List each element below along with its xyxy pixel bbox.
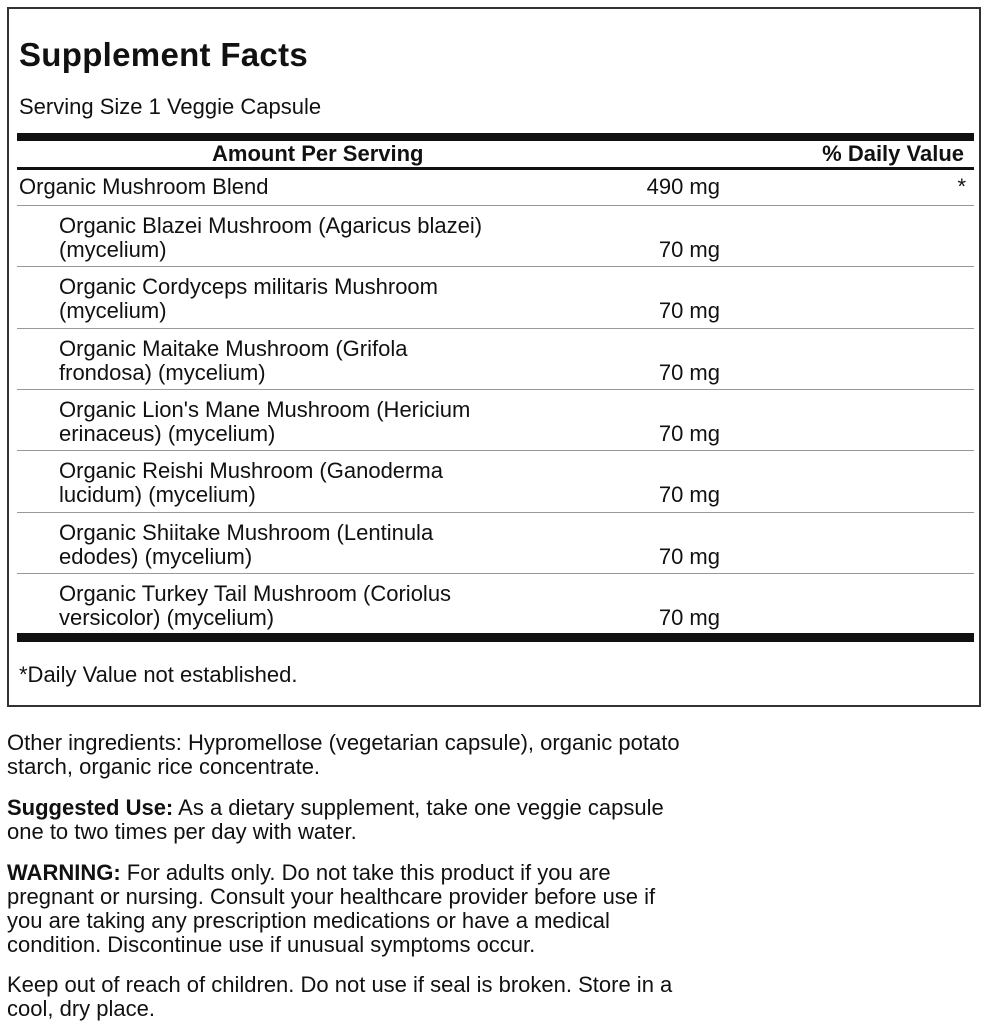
ingredient-amount: 70 mg bbox=[658, 420, 720, 446]
ingredient-name bbox=[59, 214, 482, 262]
ingredient-name bbox=[59, 398, 470, 446]
name-line: Organic Turkey Tail Mushroom (Coriolus bbox=[59, 580, 452, 606]
warning-label: WARNING: bbox=[7, 860, 121, 885]
text-line bbox=[7, 796, 982, 820]
name-line: Organic Blazei Mushroom (Agaricus blazei) bbox=[59, 213, 483, 238]
suggested-use-label: Suggested Use: bbox=[7, 795, 174, 820]
ingredient-amount: 70 mg bbox=[658, 543, 720, 569]
storage-instructions bbox=[7, 973, 982, 1021]
text-line: Other ingredients: Hypromellose (vegetarian capsule), organic potato bbox=[7, 730, 680, 755]
name-line: (mycelium) bbox=[59, 298, 167, 324]
footnote: *Daily Value not established. bbox=[19, 662, 298, 687]
table-header bbox=[17, 141, 974, 167]
row-divider bbox=[17, 450, 974, 451]
other-ingredients bbox=[7, 731, 982, 779]
text-line bbox=[7, 861, 982, 885]
text-line: Keep out of reach of children. Do not use if seal is broken. Store in a bbox=[7, 972, 673, 997]
text-line: one to two times per day with water. bbox=[7, 819, 357, 844]
name-line: Organic Lion's Mane Mushroom (Hericium bbox=[59, 396, 471, 422]
blend-dv: * bbox=[957, 174, 966, 199]
row-divider bbox=[17, 512, 974, 513]
text-line: condition. Discontinue use if unusual symptoms occur. bbox=[7, 932, 536, 957]
text: As a dietary supplement, take one veggie capsule bbox=[173, 795, 664, 820]
row-divider bbox=[17, 573, 974, 574]
name-line: lucidum) (mycelium) bbox=[59, 482, 256, 508]
ingredient-row bbox=[17, 275, 974, 325]
ingredient-amount: 70 mg bbox=[658, 298, 720, 324]
suggested-use bbox=[7, 796, 982, 844]
ingredient-amount: 70 mg bbox=[658, 482, 720, 508]
blend-name: Organic Mushroom Blend bbox=[19, 174, 269, 199]
name-line: Organic Cordyceps militaris Mushroom bbox=[59, 274, 438, 300]
ingredient-name bbox=[59, 337, 407, 385]
header-amount: Amount Per Serving bbox=[212, 141, 424, 166]
serving-size: Serving Size 1 Veggie Capsule bbox=[19, 94, 322, 119]
row-divider bbox=[17, 266, 974, 267]
name-line: Organic Maitake Mushroom (Grifola bbox=[59, 335, 408, 361]
ingredient-row bbox=[17, 582, 974, 632]
ingredient-amount: 70 mg bbox=[658, 237, 720, 262]
thick-divider bbox=[17, 133, 974, 141]
ingredient-row bbox=[17, 459, 974, 509]
warning bbox=[7, 861, 982, 957]
ingredient-name bbox=[59, 275, 438, 323]
name-line: erinaceus) (mycelium) bbox=[59, 420, 276, 446]
text-line: pregnant or nursing. Consult your healthcare provider before use if bbox=[7, 884, 656, 909]
text-line: starch, organic rice concentrate. bbox=[7, 754, 321, 779]
row-divider bbox=[17, 205, 974, 206]
ingredient-row bbox=[17, 214, 974, 264]
header-divider bbox=[17, 167, 974, 170]
text-line: you are taking any prescription medications or have a medical bbox=[7, 908, 610, 933]
row-divider bbox=[17, 389, 974, 390]
ingredient-amount: 70 mg bbox=[658, 604, 720, 630]
panel-title: Supplement Facts bbox=[19, 36, 309, 73]
name-line: (mycelium) bbox=[59, 237, 167, 262]
name-line: edodes) (mycelium) bbox=[59, 543, 253, 569]
ingredient-name bbox=[59, 582, 451, 630]
ingredient-name bbox=[59, 459, 443, 507]
name-line: Organic Reishi Mushroom (Ganoderma bbox=[59, 458, 443, 484]
text-line: cool, dry place. bbox=[7, 996, 155, 1021]
text: For adults only. Do not take this product if you are bbox=[120, 860, 611, 885]
name-line: frondosa) (mycelium) bbox=[59, 359, 266, 385]
thick-divider-bottom bbox=[17, 633, 974, 642]
ingredient-name bbox=[59, 521, 433, 569]
ingredient-row bbox=[17, 398, 974, 448]
row-divider bbox=[17, 328, 974, 329]
header-daily-value: % Daily Value bbox=[822, 141, 964, 166]
ingredient-row bbox=[17, 521, 974, 571]
name-line: versicolor) (mycelium) bbox=[59, 604, 275, 630]
name-line: Organic Shiitake Mushroom (Lentinula bbox=[59, 519, 434, 545]
ingredient-row bbox=[17, 337, 974, 387]
ingredient-amount: 70 mg bbox=[658, 359, 720, 385]
blend-amount: 490 mg bbox=[646, 174, 720, 199]
